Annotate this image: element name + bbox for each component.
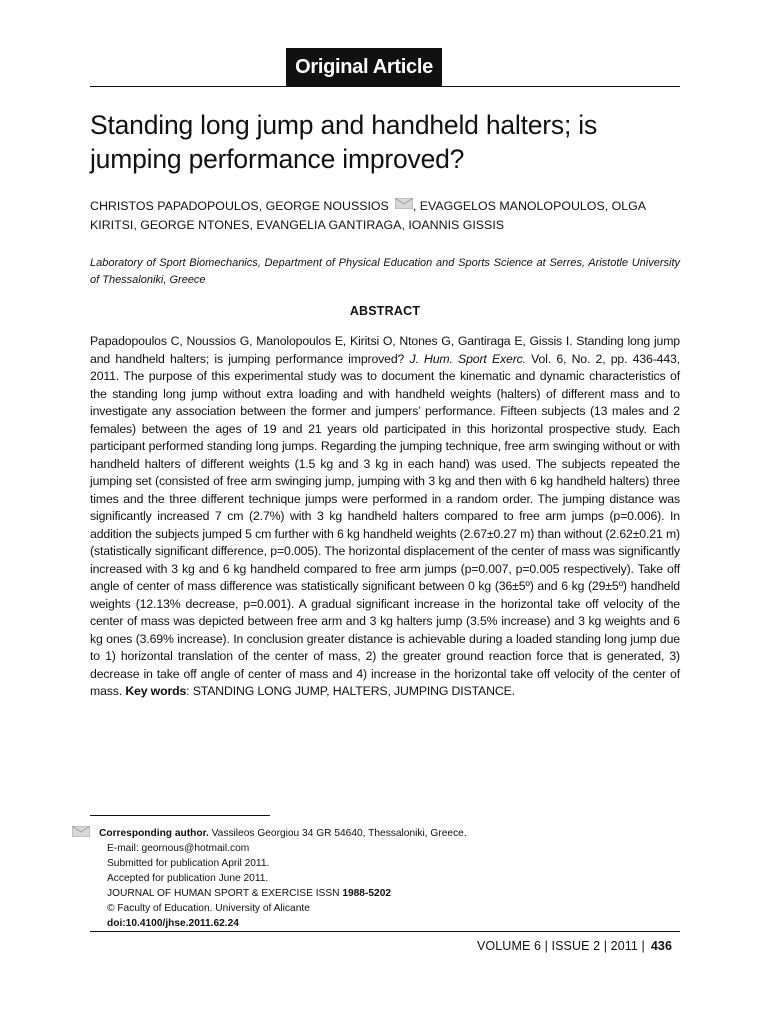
issn-number: 1988-5202 xyxy=(342,888,392,899)
affiliation: Laboratory of Sport Biomechanics, Department of Physical Education and Sports Science at Serres, Aristotle University of Thessaloniki, Greece xyxy=(90,257,680,286)
volume-info: VOLUME 6 | ISSUE 2 | 2011 | xyxy=(477,939,645,953)
accepted-date: Accepted for publication June 2011. xyxy=(107,873,269,884)
keywords: : STANDING LONG JUMP, HALTERS, JUMPING DISTANCE. xyxy=(186,684,515,698)
doi[interactable]: doi:10.4100/jhse.2011.62.24 xyxy=(107,918,239,929)
authors-part-2: , EVAGGELOS MANOLOPOULOS, OLGA KIRITSI, GEORGE NTONES, EVANGELIA GANTIRAGA, IOANNIS GISSIS xyxy=(90,199,646,232)
footnote-rule xyxy=(90,815,270,816)
envelope-icon xyxy=(72,826,90,837)
abstract-citation-volume: Vol. 6, No. 2, pp. 436-443, 2011. xyxy=(90,351,680,383)
author-email[interactable]: E-mail: geornous@hotmail.com xyxy=(107,843,250,854)
abstract-body: The purpose of this experimental study was to document the kinematic and dynamic characteristics of the standing long jump without extra loading and with handheld weights (halters) of different mass and to investigate any association between the former and jumpers’ performance. Fifteen subjects (13 males and 2 females) between the ages of 19 and 21 years old participated in this horizontal prospective study. Each participant performed standing long jumps. Regarding the jumping technique, free arm swinging without or with handheld halters of different weights (1.5 kg and 3 kg in each hand) was used. The subjects repeated the jumping set (consisted of free arm swinging jump, jumping with 3 kg and then with 6 kg handheld halters) three times and the three different technique jumps were performed in a random order. The jumping distance was significantly increased 7 cm (2.7%) with 3 kg handheld halters compared to free arm jumps (p=0.006). In addition the subjects jumped 5 cm further with 6 kg handheld weights (2.67±0.27 m) than without (2.62±0.21 m) (statistically significant difference, p=0.005). The horizontal displacement of the center of mass was significantly increased with 3 kg and 6 kg handheld compared to free arm jumps (p=0.007, p=0.005 respectively). Take off angle of center of mass difference was statistically significant between 0 kg (36±5º) and 6 kg (29±5º) handheld weights (12.13% decrease, p=0.001). A gradual significant increase in the horizontal take off velocity of the center of mass was depicted between free arm and 3 kg halters jump (3.5% increase) and 3 kg weights and 6 kg ones (3.69% increase). In conclusion greater distance is achievable during a loaded standing long jump due to 1) horizontal translation of the center of mass, 2) the greater ground reaction force that is generated, 3) decrease in take off angle of center of mass and 4) increase in the horizontal take off velocity of the center of mass. xyxy=(90,369,680,698)
journal-issn xyxy=(72,886,632,901)
footnote xyxy=(72,826,632,931)
page-number: 436 xyxy=(650,939,672,953)
abstract-citation-journal: J. Hum. Sport Exerc. xyxy=(409,351,526,366)
abstract-citation: Papadopoulos C, Noussios G, Manolopoulos E, Kiritsi O, Ntones G, Gantiraga E, Gissis I. Standing long jump and handheld halters; is jumping performance improved? xyxy=(90,334,680,366)
author-list xyxy=(90,197,690,235)
article-type-badge: Original Article xyxy=(286,48,442,87)
submitted-date: Submitted for publication April 2011. xyxy=(107,858,270,869)
corresponding-address: Vassileos Georgiou 34 GR 54640, Thessaloniki, Greece. xyxy=(208,828,467,839)
corresponding-author xyxy=(72,826,632,841)
article-type-header xyxy=(90,48,680,88)
page-footer xyxy=(477,939,672,953)
corresponding-label: Corresponding author. xyxy=(99,828,209,839)
article-title: Standing long jump and handheld halters; is jumping performance improved? xyxy=(90,110,598,174)
journal-name: JOURNAL OF HUMAN SPORT & EXERCISE ISSN xyxy=(107,888,343,899)
footer-rule xyxy=(90,931,680,932)
keywords-label: Key words xyxy=(125,684,187,698)
envelope-icon[interactable] xyxy=(395,198,413,209)
abstract-heading: ABSTRACT xyxy=(349,304,421,318)
abstract-text xyxy=(90,333,680,701)
copyright: © Faculty of Education. University of Alicante xyxy=(107,903,310,914)
authors-part-1: CHRISTOS PAPADOPOULOS, GEORGE NOUSSIOS xyxy=(90,199,389,213)
